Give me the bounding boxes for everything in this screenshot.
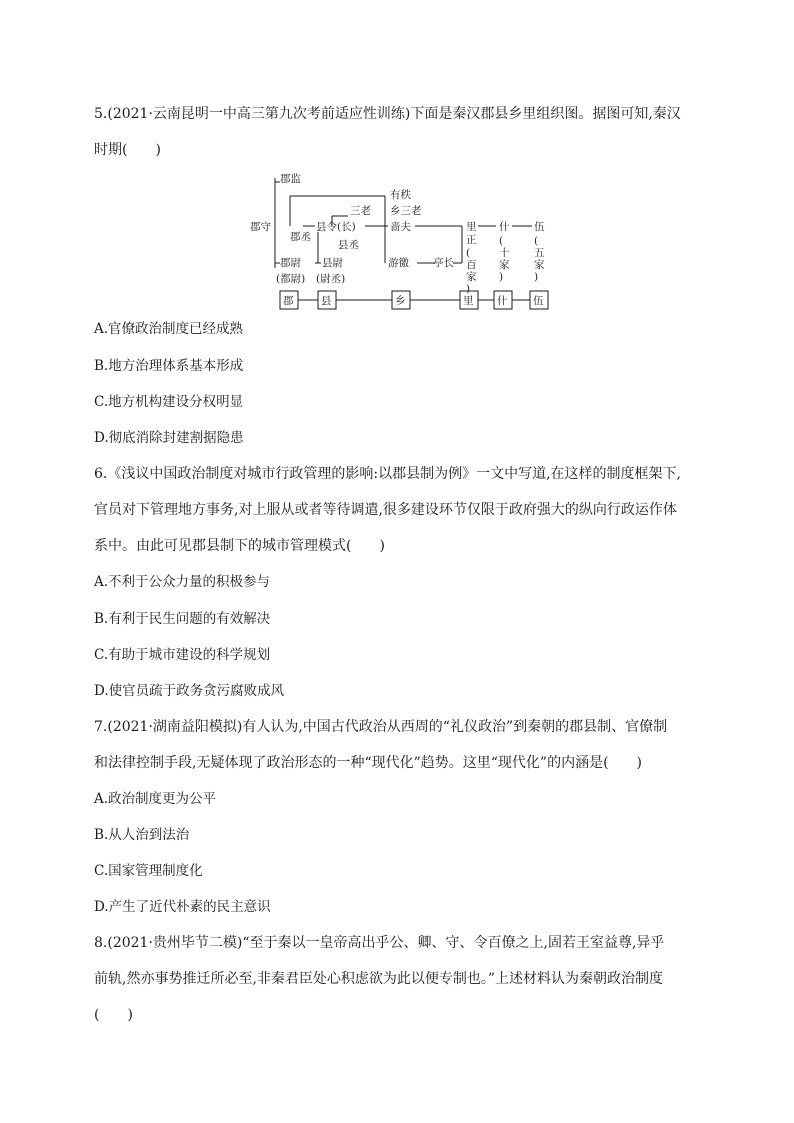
- q8-stem-line1: 8.(2021·贵州毕节二模)“至于秦以一皇帝高出乎公、卿、守、令百僚之上,固若王室益尊,异乎: [94, 935, 665, 951]
- q6-option-d[interactable]: D.使官员疏于政务贪污腐败成风: [94, 683, 285, 699]
- q6-option-c[interactable]: C.有助于城市建设的科学规划: [94, 647, 271, 663]
- box-xian-label: 县: [321, 295, 332, 307]
- q6-option-a[interactable]: A.不利于公众力量的积极参与: [94, 574, 271, 590]
- label-se-fu: 啬夫: [390, 221, 411, 233]
- q6-stem-line2: 官员对下管理地方事务,对上服从或者等待调遣,很多建设环节仅限于政府强大的纵向行政运作体: [94, 502, 677, 518]
- q6-option-b[interactable]: B.有利于民生问题的有效解决: [94, 611, 271, 627]
- qin-han-organization-diagram: [240, 168, 560, 318]
- label-du-wei: (都尉): [276, 273, 306, 285]
- box-xiang-label: 乡: [395, 295, 406, 307]
- label-ting-zhang: 亭长: [433, 257, 454, 269]
- diagram-svg: [240, 168, 560, 318]
- label-xian-cheng: 县丞: [338, 239, 359, 251]
- q5-option-d[interactable]: D.彻底消除封建割据隐患: [94, 430, 244, 446]
- label-jun-shou: 郡守: [250, 221, 271, 233]
- q8-stem-line2: 前轨,然亦事势推迁所必至,非秦君臣处心积虑欲为此以便专制也。”上述材料认为秦朝政治制度: [94, 971, 664, 987]
- label-jun-wei: 郡尉: [280, 257, 301, 269]
- q8-stem-line3: ( ): [94, 1007, 133, 1023]
- box-li-label: 里: [463, 295, 474, 307]
- q7-option-d[interactable]: D.产生了近代朴素的民主意识: [94, 899, 271, 915]
- q5-stem-line2: 时期( ): [94, 142, 161, 158]
- label-san-lao: 三老: [350, 205, 371, 217]
- label-shi: 什: [499, 221, 510, 233]
- label-li-zheng: 里正: [466, 221, 477, 246]
- q7-option-c[interactable]: C.国家管理制度化: [94, 863, 203, 879]
- label-xiang-san-lao: 乡三老: [390, 205, 422, 217]
- label-jun-jian: 郡监: [280, 173, 301, 185]
- label-wei-cheng: (尉丞): [316, 273, 346, 285]
- q5-option-c[interactable]: C.地方机构建设分权明显: [94, 394, 244, 410]
- box-jun-label: 郡: [283, 295, 294, 307]
- q7-option-a[interactable]: A.政治制度更为公平: [94, 791, 217, 807]
- q7-option-b[interactable]: B.从人治到法治: [94, 827, 190, 843]
- q5-option-a[interactable]: A.官僚政治制度已经成熟: [94, 321, 244, 337]
- box-shi-label: 什: [497, 295, 508, 307]
- label-bai-jia: (百家): [466, 247, 477, 295]
- box-wu-label: 伍: [533, 295, 544, 307]
- q7-stem-line1: 7.(2021·湖南益阳模拟)有人认为,中国古代政治从西周的“礼仪政治”到秦朝的郡县制、官僚制: [94, 719, 668, 735]
- q5-stem-line1: 5.(2021·云南昆明一中高三第九次考前适应性训练)下面是秦汉郡县乡里组织图。据图可知,秦汉: [94, 106, 681, 122]
- label-wu: 伍: [534, 221, 545, 233]
- label-xian-wei: 县尉: [322, 257, 343, 269]
- q6-stem-line1: 6.《浅议中国政治制度对城市行政管理的影响:以郡县制为例》一文中写道,在这样的制度框架下,: [94, 466, 681, 482]
- q7-stem-line2: 和法律控制手段,无疑体现了政治形态的一种“现代化”趋势。这里“现代化”的内涵是( ): [94, 755, 643, 771]
- label-shi-jia: (十家): [499, 235, 510, 283]
- label-you-zhi: 有秩: [390, 189, 411, 201]
- label-xian-ling: 县令(长): [316, 221, 356, 233]
- label-jun-cheng: 郡丞: [290, 231, 311, 243]
- label-you-jiao: 游徼: [388, 257, 409, 269]
- q5-option-b[interactable]: B.地方治理体系基本形成: [94, 358, 244, 374]
- label-wu-jia: (五家): [534, 235, 545, 283]
- q6-stem-line3: 系中。由此可见郡县制下的城市管理模式( ): [94, 538, 385, 554]
